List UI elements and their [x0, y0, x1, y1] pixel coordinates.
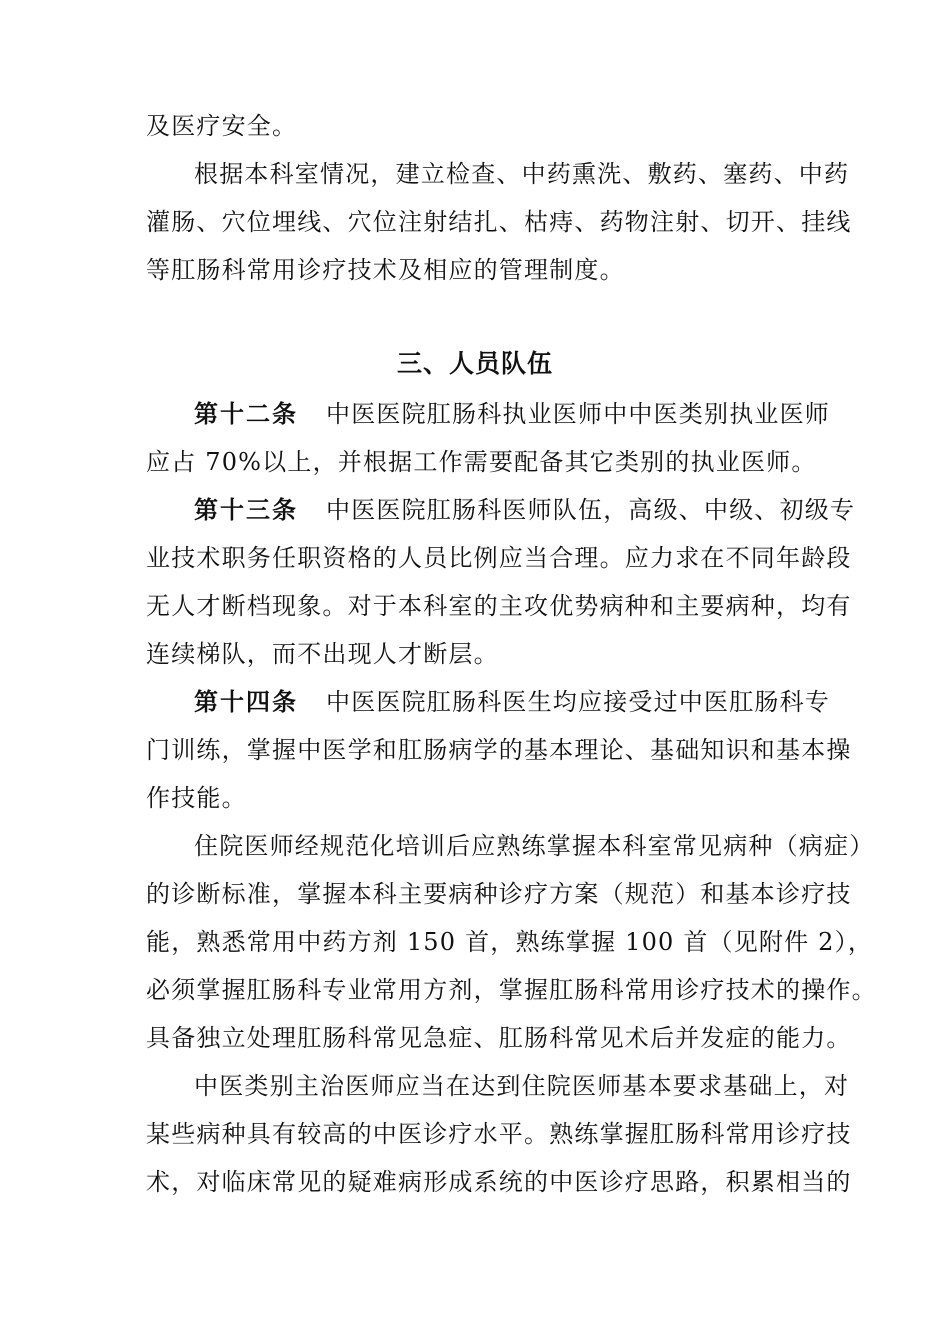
paragraph-line: 无人才断档现象。对于本科室的主攻优势病种和主要病种，均有: [146, 592, 852, 620]
paragraph-line: 等肛肠科常用诊疗技术及相应的管理制度。: [146, 256, 625, 284]
paragraph-line: 根据本科室情况，建立检查、中药熏洗、敷药、塞药、中药: [194, 160, 850, 188]
article-label: 第十二条: [194, 400, 298, 428]
paragraph-line: 作技能。: [146, 784, 247, 812]
article-label: 第十四条: [194, 688, 298, 716]
paragraph-line: 的诊断标准，掌握本科主要病种诊疗方案（规范）和基本诊疗技: [146, 880, 852, 908]
paragraph-line: 术，对临床常见的疑难病形成系统的中医诊疗思路，积累相当的: [146, 1168, 852, 1196]
article-14-line: 第十四条 中医医院肛肠科医生均应接受过中医肛肠科专: [194, 688, 830, 716]
paragraph-line: 必须掌握肛肠科专业常用方剂，掌握肛肠科常用诊疗技术的操作。: [146, 976, 877, 1004]
paragraph-line: 灌肠、穴位埋线、穴位注射结扎、枯痔、药物注射、切开、挂线: [146, 208, 852, 236]
paragraph-line: 住院医师经规范化培训后应熟练掌握本科室常见病种（病症）: [194, 832, 875, 860]
paragraph-line: 能，熟悉常用中药方剂 150 首，熟练掌握 100 首（见附件 2），: [146, 928, 874, 956]
paragraph-line: 连续梯队，而不出现人才断层。: [146, 640, 499, 668]
article-label: 第十三条: [194, 496, 298, 524]
paragraph-line: 应占 70%以上，并根据工作需要配备其它类别的执业医师。: [146, 448, 817, 476]
paragraph-line: 某些病种具有较高的中医诊疗水平。熟练掌握肛肠科常用诊疗技: [146, 1120, 852, 1148]
section-heading: 三、人员队伍: [396, 349, 553, 378]
paragraph-line: 及医疗安全。: [146, 112, 298, 140]
paragraph-line: 门训练，掌握中医学和肛肠病学的基本理论、基础知识和基本操: [146, 736, 852, 764]
article-12-line: 第十二条 中医医院肛肠科执业医师中中医类别执业医师: [194, 400, 830, 428]
paragraph-line: 具备独立处理肛肠科常见急症、肛肠科常见术后并发症的能力。: [146, 1024, 852, 1052]
paragraph-line: 业技术职务任职资格的人员比例应当合理。应力求在不同年龄段: [146, 544, 852, 572]
paragraph-line: 中医类别主治医师应当在达到住院医师基本要求基础上，对: [194, 1072, 850, 1100]
article-13-line: 第十三条 中医医院肛肠科医师队伍，高级、中级、初级专: [194, 496, 856, 524]
